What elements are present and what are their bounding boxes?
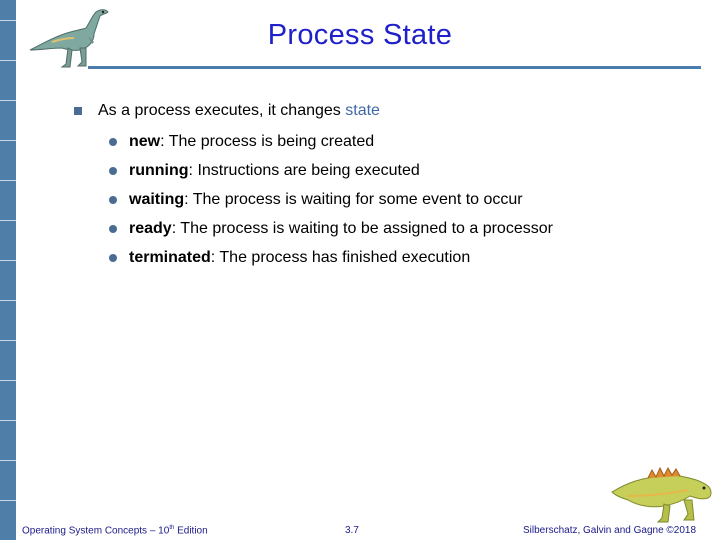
footer-authors: Silberschatz, Galvin and Gagne ©2018 xyxy=(523,525,697,536)
state-description: : Instructions are being executed xyxy=(188,162,420,179)
round-bullet-icon xyxy=(109,225,117,233)
slide-title: Process State xyxy=(267,19,453,51)
footer-book-suffix: Edition xyxy=(174,525,208,537)
state-description: : The process has finished execution xyxy=(210,249,471,266)
main-bullet-prefix: As a process executes, it changes xyxy=(98,102,346,119)
state-term: running xyxy=(129,162,189,179)
square-bullet-icon xyxy=(74,107,82,115)
dinosaur-bottom-icon xyxy=(608,462,716,524)
state-description: : The process is waiting for some event to occur xyxy=(184,191,523,208)
round-bullet-icon xyxy=(109,167,117,175)
round-bullet-icon xyxy=(109,138,117,146)
state-description: : The process is waiting to be assigned to a processor xyxy=(171,220,553,237)
footer-book-title xyxy=(22,525,208,536)
main-bullet-text xyxy=(98,102,380,120)
round-bullet-icon xyxy=(109,196,117,204)
footer-book-sup: th xyxy=(169,525,175,531)
state-description: : The process is being created xyxy=(160,133,375,150)
footer-page-number: 3.7 xyxy=(345,525,359,536)
state-term: ready xyxy=(129,220,172,237)
left-decorative-bar xyxy=(0,0,16,540)
round-bullet-icon xyxy=(109,254,117,262)
state-term: waiting xyxy=(129,191,185,208)
footer-book-prefix: Operating System Concepts – 10 xyxy=(22,525,170,537)
title-divider xyxy=(88,66,701,69)
main-bullet-highlight: state xyxy=(345,102,380,119)
state-term: new xyxy=(129,133,161,150)
state-term: terminated xyxy=(129,249,211,266)
dinosaur-logo-icon xyxy=(22,4,116,70)
